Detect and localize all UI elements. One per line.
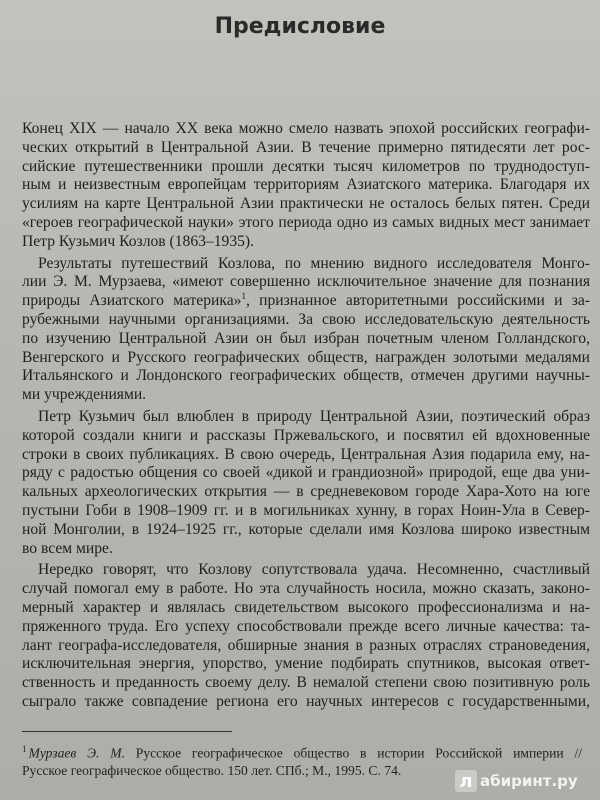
text-line-with-footnote	[22, 292, 590, 311]
text-line: лии Э. М. Мурзаева, «имеют совершенно исключительное значение для познания	[22, 273, 590, 291]
text-line: которой создали книги и рассказы Пржевальского, и посвятил ей вдохновенные	[22, 426, 590, 444]
text-line: Конец XIX — начало XX века можно смело назвать эпохой российских географи-	[22, 120, 590, 137]
text-line: ной Монголии, в 1924–1925 гг., которые сделали имя Козлова широко известным	[22, 520, 590, 538]
text-line: сыграло также совпадение региона его научных интересов с государственными,	[22, 692, 590, 710]
page-title: Предисловие	[214, 14, 386, 39]
text-line: рубежными научными организациями. За свою исследовательскую деятельность	[22, 310, 590, 328]
paragraph-2	[22, 255, 590, 405]
paragraph-4	[22, 561, 590, 711]
text-line: ным и неизвестным европейцам территориям Азиатского материка. Благодаря их	[22, 176, 590, 194]
paragraph-3	[22, 408, 590, 558]
text-line: пряженного труда. Его успеху способствовали прежде всего личные качества: та-	[22, 617, 590, 635]
footnote-line: Русское географическое общество. 150 лет. СПб.; М., 1995. С. 74.	[22, 762, 402, 778]
text-line: ряду с радостью общения со своей «дикой и грандиозной» природой, еще два уни-	[22, 464, 590, 482]
text-line: исключительная энергия, упорство, умение подбирать спутников, высокая ответ-	[22, 655, 590, 673]
text-line: Нередко говорят, что Козлову сопутствовала удача. Несомненно, счастливый	[38, 561, 590, 579]
text-line: ми учреждениями.	[22, 386, 147, 404]
paragraph-1	[22, 120, 590, 252]
text-line: Петр Кузьмич Козлов (1863–1935).	[22, 232, 255, 250]
text-line: сийские путешественники прошли десятки тысяч километров по труднодоступ-	[22, 157, 590, 175]
labirint-logo-icon: л	[455, 770, 477, 792]
text-line: Венгерского и Русского географических обществ, награжден золотыми медалями	[22, 348, 590, 366]
body-text	[22, 120, 590, 712]
text-line: Результаты путешествий Козлова, по мнению видного исследователя Монго-	[38, 254, 590, 272]
text-line: «героев географической науки» этого периода одно из самых видных мест занимает	[22, 213, 590, 231]
text-line: по изучению Центральной Азии он был избран почетным членом Голландского,	[22, 329, 590, 347]
text-line: кальных археологических открытия — в средневековом городе Хара-Хото на юге	[22, 483, 590, 501]
watermark-logo	[455, 768, 595, 794]
text-line: случай помогал ему в работе. Но эта случайность носила, можно сказать, законо-	[22, 580, 590, 598]
text-line: во всем мире.	[22, 539, 113, 557]
text-line: усилиям на карте Центральной Азии практически не осталось белых пятен. Среди	[22, 195, 590, 213]
footnote-number: 1	[22, 744, 27, 754]
footnote-divider	[22, 731, 232, 732]
footnote-text: Русское географическое общество в истории Российской империи //	[124, 745, 582, 761]
text-line: Петр Кузьмич был влюблен в природу Центральной Азии, поэтический образ	[38, 407, 590, 425]
watermark-text: абиринт.ру	[480, 772, 578, 790]
text-line: ственность и преданность своему делу. В немалой степени свою позитивную роль	[22, 674, 590, 692]
text-line: пустыни Гоби в 1908–1909 гг. и в могильниках хунну, в горах Ноин-Ула в Север-	[22, 501, 590, 519]
footnote-line	[22, 741, 582, 762]
footnote-reference[interactable]: 1	[241, 290, 246, 301]
footnote-author: Мурзаев Э. М.	[28, 745, 125, 761]
text-fragment: природы Азиатского материка»	[22, 292, 242, 310]
text-line: Итальянского и Лондонского географических обществ, отмечен другими научны-	[22, 367, 590, 385]
text-line: лант географа-исследователя, обширные знания в разных отраслях страноведения,	[22, 636, 590, 654]
text-line: ческих открытий в Центральной Азии. В течение примерно пятидесяти лет рос-	[22, 138, 590, 156]
text-fragment: , признанное авторитетными российскими и за-	[245, 292, 591, 310]
text-line: мерный характер и являлась свидетельством высокого профессионализма и на-	[22, 598, 590, 616]
text-line: строки в своих публикациях. В свою очередь, Центральная Азия подарила ему, на-	[22, 445, 590, 463]
